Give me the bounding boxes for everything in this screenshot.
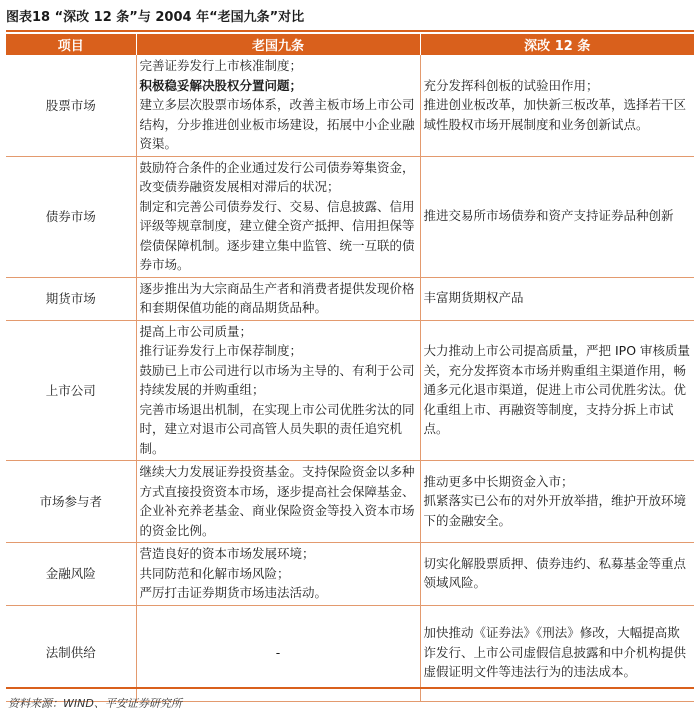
old-nine-text: 逐步推出为大宗商品生产者和消费者提供发现价格和套期保值功能的商品期货品种。 [139,280,415,315]
deep-reform-cell [420,543,694,606]
row-item-label: 市场参与者 [6,461,136,543]
old-nine-text: 完善证券发行上市核准制度； [139,58,303,73]
source-footer [6,687,694,711]
old-nine-text: 继续大力发展证券投资基金。支持保险资金以多种方式直接投资资本市场，逐步提高社会保障基金、企业补充养老基金、商业保险资金等投入资本市场的资金比例。 [139,464,415,538]
deep-reform-cell [420,320,694,461]
deep-reform-text: 充分发挥科创板的试验田作用； [423,77,599,93]
old-nine-text: 严厉打击证券期货市场违法活动。 [139,585,328,600]
deep-reform-text: 加快推动《证券法》《刑法》修改，大幅提高欺诈发行、上市公司虚假信息披露和中介机构提供虚假证明文件等违法行为的违法成本。 [423,625,687,680]
header-deep-reform-12: 深改 12 条 [420,34,694,55]
comparison-table [6,34,694,702]
deep-reform-text: 推动更多中长期资金入市； [423,473,574,489]
old-nine-cell [136,55,420,156]
deep-reform-text: 大力推动上市公司提高质量，严把 IPO 审核质量关，充分发挥资本市场并购重组主渠道作用，畅通多元化退市渠道，促进上市公司优胜劣汰。优化重组上市、再融资等制度，支持分拆上市试点。 [423,343,691,436]
deep-reform-text: 抓紧落实已公布的对外开放举措，维护开放环境下的金融安全。 [423,493,687,528]
table-row [6,156,694,277]
old-nine-text: 鼓励符合条件的企业通过发行公司债券筹集资金，改变债券融资发展相对滞后的状况； [139,159,415,194]
deep-reform-cell [420,277,694,320]
table-row [6,55,694,156]
old-nine-cell [136,461,420,543]
figure-title: 图表18 “深改 12 条”与 2004 年“老国九条”对比 [6,10,305,25]
row-item-label: 法制供给 [6,605,136,701]
old-nine-text: - [275,644,281,660]
header-old-nine: 老国九条 [136,34,420,55]
table-row [6,320,694,461]
old-nine-text: 制定和完善公司债券发行、交易、信息披露、信用评级等规章制度，建立健全资产抵押、信用担保等偿债保障机制。逐步建立集中监管、统一互联的债券市场。 [139,198,415,272]
old-nine-cell [136,156,420,277]
source-note: 资料来源：WIND、平安证券研究所 [8,697,182,710]
row-item-label: 上市公司 [6,320,136,461]
old-nine-text: 共同防范和化解市场风险； [139,565,290,581]
old-nine-cell [136,320,420,461]
title-divider [6,30,694,32]
old-nine-text: 提高上市公司质量； [139,323,253,339]
table-row [6,543,694,606]
row-item-label: 债券市场 [6,156,136,277]
old-nine-text: 积极稳妥解决股权分置问题； [139,77,303,93]
old-nine-text: 建立多层次股票市场体系，改善主板市场上市公司结构，分步推进创业板市场建设，拓展中小企业融资渠。 [139,97,415,151]
deep-reform-text: 切实化解股票质押、债券违约、私募基金等重点领域风险。 [423,555,687,591]
deep-reform-text: 推进创业板改革，加快新三板改革，选择若干区域性股权市场开展制度和业务创新试点。 [423,97,687,132]
deep-reform-cell [420,461,694,543]
header-item: 项目 [6,34,136,55]
old-nine-text: 营造良好的资本市场发展环境； [139,546,315,561]
old-nine-text: 完善市场退出机制，在实现上市公司优胜劣汰的同时，建立对退市公司高管人员失职的责任追究机制。 [139,401,415,456]
figure-title-bar [6,4,694,26]
table-header-row [6,34,694,55]
old-nine-text: 推行证券发行上市保荐制度； [139,343,303,358]
old-nine-text: 鼓励已上市公司进行以市场为主导的、有利于公司持续发展的并购重组； [139,362,415,397]
deep-reform-cell [420,156,694,277]
table-body [6,55,694,701]
table-row [6,277,694,320]
row-item-label: 股票市场 [6,55,136,156]
table-row [6,461,694,543]
row-item-label: 期货市场 [6,277,136,320]
row-item-label: 金融风险 [6,543,136,606]
old-nine-cell [136,543,420,606]
deep-reform-text: 推进交易所市场债券和资产支持证券品种创新 [423,208,674,224]
deep-reform-text: 丰富期货期权产品 [423,290,524,306]
old-nine-cell [136,277,420,320]
deep-reform-cell [420,55,694,156]
